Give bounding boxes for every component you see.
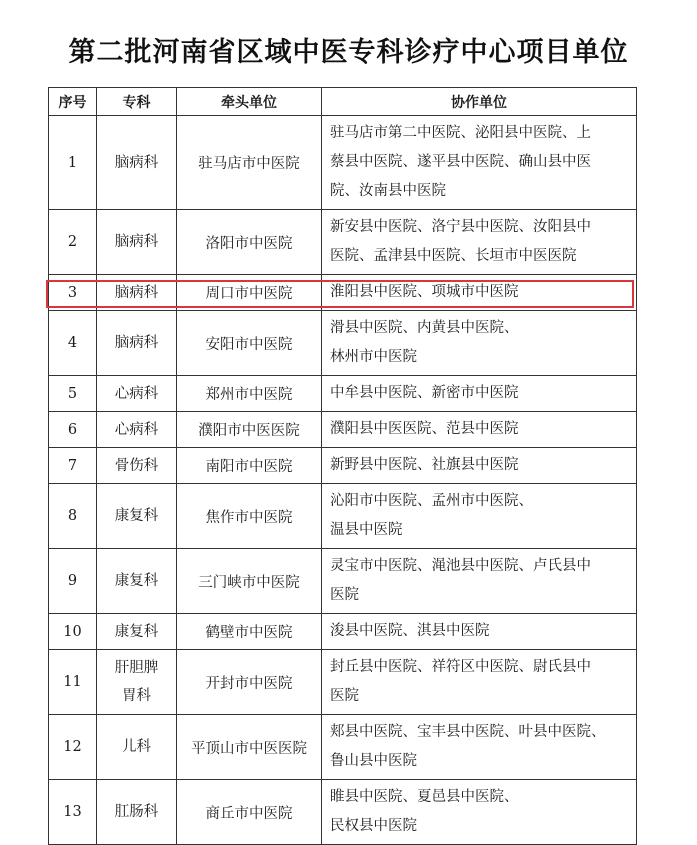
cell-specialty: [97, 448, 177, 484]
cell-collab-units: [322, 549, 637, 614]
cell-specialty: [97, 210, 177, 275]
cell-lead-unit: 平顶山市中医医院: [177, 715, 322, 780]
header-seq: 序号: [49, 88, 97, 116]
specialty-line: 胃科: [122, 688, 151, 704]
table-row: [49, 210, 637, 275]
specialty-line: 脑病科: [114, 154, 159, 171]
cell-lead-unit: 郑州市中医院: [177, 376, 322, 412]
specialty-line: 肛肠科: [114, 804, 159, 820]
cell-specialty: [97, 484, 177, 549]
collab-line: 民权县中医院: [330, 818, 417, 834]
header-lead: 牵头单位: [177, 88, 322, 116]
table-row: [49, 376, 637, 412]
cell-seq: 10: [49, 614, 97, 650]
cell-seq: 13: [49, 780, 97, 845]
cell-lead-unit: 商丘市中医院: [177, 780, 322, 845]
cell-seq: 6: [49, 412, 97, 448]
collab-line: 浚县中医院、淇县中医院: [330, 623, 490, 639]
table-row: [49, 448, 637, 484]
cell-lead-unit: 开封市中医院: [177, 650, 322, 715]
table-row: [49, 715, 637, 780]
specialty-line: 康复科: [114, 508, 159, 524]
cell-collab-units: [322, 275, 637, 311]
cell-specialty: [97, 715, 177, 780]
table-row: [49, 412, 637, 448]
specialty-line: 脑病科: [114, 335, 159, 351]
table-row: [49, 275, 637, 311]
collab-line: 新野县中医院、社旗县中医院: [330, 457, 519, 473]
cell-lead-unit: 周口市中医院: [177, 275, 322, 311]
collab-line: 濮阳县中医医院、范县中医院: [330, 421, 519, 437]
collab-line: 医院、孟津县中医院、长垣市中医医院: [330, 248, 577, 264]
cell-collab-units: [322, 448, 637, 484]
cell-seq: 9: [49, 549, 97, 614]
specialty-line: 肝胆脾: [114, 660, 159, 676]
cell-specialty: [97, 549, 177, 614]
cell-specialty: [97, 650, 177, 715]
cell-seq: 1: [49, 116, 97, 210]
cell-specialty: [97, 412, 177, 448]
specialty-line: 脑病科: [114, 284, 159, 301]
specialty-line: 儿科: [122, 739, 151, 755]
collab-line: 林州市中医院: [330, 349, 417, 365]
collab-line: 蔡县中医院、遂平县中医院、确山县中医: [330, 154, 591, 170]
cell-collab-units: [322, 484, 637, 549]
cell-lead-unit: 南阳市中医院: [177, 448, 322, 484]
cell-specialty: [97, 614, 177, 650]
table-row: [49, 650, 637, 715]
collab-line: 淮阳县中医院、项城市中医院: [330, 284, 519, 300]
cell-seq: 2: [49, 210, 97, 275]
specialty-line: 康复科: [114, 573, 159, 589]
collab-line: 温县中医院: [330, 522, 403, 538]
cell-specialty: [97, 311, 177, 376]
cell-lead-unit: 安阳市中医院: [177, 311, 322, 376]
specialty-line: 康复科: [114, 623, 159, 640]
cell-specialty: [97, 376, 177, 412]
cell-seq: 7: [49, 448, 97, 484]
cell-seq: 4: [49, 311, 97, 376]
cell-specialty: [97, 780, 177, 845]
cell-seq: 8: [49, 484, 97, 549]
header-specialty: 专科: [97, 88, 177, 116]
collab-line: 医院: [330, 587, 359, 603]
table-body: [49, 116, 637, 845]
cell-lead-unit: 驻马店市中医院: [177, 116, 322, 210]
table-row: [49, 484, 637, 549]
collab-line: 滑县中医院、内黄县中医院、: [330, 320, 519, 336]
cell-seq: 3: [49, 275, 97, 311]
cell-seq: 5: [49, 376, 97, 412]
table-row: [49, 311, 637, 376]
collab-line: 驻马店市第二中医院、泌阳县中医院、上: [330, 125, 591, 141]
specialty-line: 骨伤科: [114, 457, 159, 474]
collab-line: 郏县中医院、宝丰县中医院、叶县中医院、: [330, 724, 606, 740]
collab-line: 院、汝南县中医院: [330, 183, 446, 199]
cell-collab-units: [322, 116, 637, 210]
cell-lead-unit: 焦作市中医院: [177, 484, 322, 549]
cell-specialty: [97, 116, 177, 210]
table-row: [49, 780, 637, 845]
table-row: [49, 549, 637, 614]
cell-seq: 12: [49, 715, 97, 780]
cell-collab-units: [322, 412, 637, 448]
table-header-row: [49, 88, 637, 116]
specialty-line: 脑病科: [114, 234, 159, 250]
table-row: [49, 116, 637, 210]
collab-line: 灵宝市中医院、渑池县中医院、卢氏县中: [330, 558, 591, 574]
cell-collab-units: [322, 210, 637, 275]
collab-line: 中牟县中医院、新密市中医院: [330, 385, 519, 401]
cell-lead-unit: 濮阳市中医医院: [177, 412, 322, 448]
project-table: [48, 87, 637, 845]
cell-lead-unit: 三门峡市中医院: [177, 549, 322, 614]
collab-line: 封丘县中医院、祥符区中医院、尉氏县中: [330, 659, 591, 675]
collab-line: 医院: [330, 688, 359, 704]
collab-line: 沁阳市中医院、孟州市中医院、: [330, 493, 533, 509]
collab-line: 鲁山县中医院: [330, 753, 417, 769]
cell-specialty: [97, 275, 177, 311]
cell-collab-units: [322, 780, 637, 845]
cell-collab-units: [322, 614, 637, 650]
cell-lead-unit: 洛阳市中医院: [177, 210, 322, 275]
header-collab: 协作单位: [322, 88, 637, 116]
cell-seq: 11: [49, 650, 97, 715]
cell-collab-units: [322, 715, 637, 780]
collab-line: 睢县中医院、夏邑县中医院、: [330, 789, 519, 805]
cell-collab-units: [322, 311, 637, 376]
cell-lead-unit: 鹤壁市中医院: [177, 614, 322, 650]
document-title: 第二批河南省区域中医专科诊疗中心项目单位: [68, 37, 629, 68]
collab-line: 新安县中医院、洛宁县中医院、汝阳县中: [330, 219, 591, 235]
specialty-line: 心病科: [114, 421, 159, 438]
cell-collab-units: [322, 650, 637, 715]
table-row: [49, 614, 637, 650]
cell-collab-units: [322, 376, 637, 412]
specialty-line: 心病科: [114, 385, 159, 402]
